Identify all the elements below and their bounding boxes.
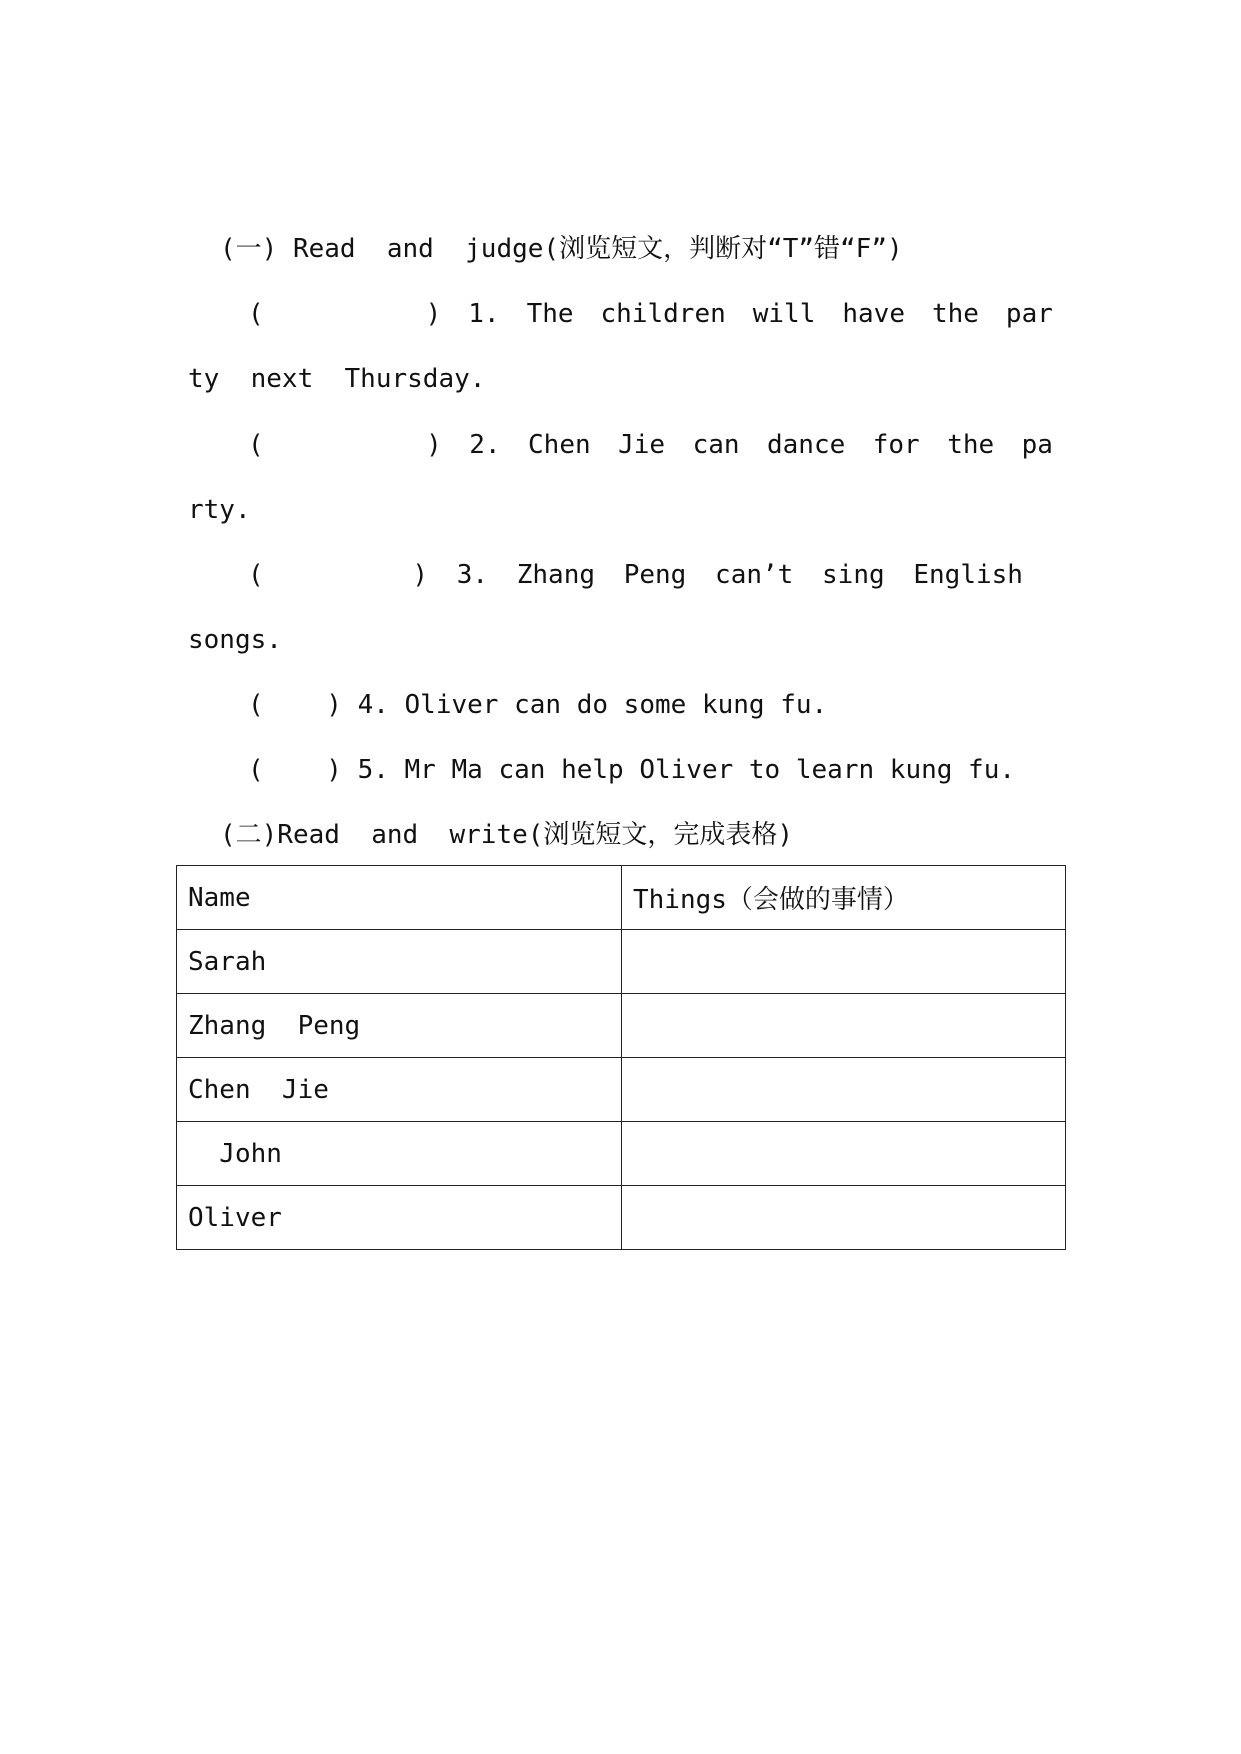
table-cell-things[interactable] — [622, 930, 1066, 994]
answer-blank-close-paren: ) — [425, 299, 442, 329]
word: can — [692, 430, 740, 460]
judge-item-4: ( ) 4. Oliver can do some kung fu. — [248, 690, 828, 720]
table-cell-name: John — [177, 1122, 622, 1186]
judge-item-3-line2: songs. — [188, 625, 282, 655]
answer-blank-open-paren: ( — [248, 560, 264, 590]
word: Peng — [623, 560, 687, 590]
item-number: 2. — [469, 430, 501, 460]
judge-item-5: ( ) 5. Mr Ma can help Oliver to learn kung fu. — [248, 755, 1016, 785]
answer-blank-open-paren: ( — [248, 299, 264, 329]
word: English — [913, 560, 1023, 590]
table-cell-name: Zhang Peng — [177, 994, 622, 1058]
table-row — [177, 1186, 1066, 1250]
word: will — [752, 299, 816, 329]
judge-item-3-line1 — [248, 558, 1023, 592]
word: children — [600, 299, 726, 329]
word: have — [842, 299, 905, 329]
word: Jie — [618, 430, 666, 460]
judge-item-1-line2: ty next Thursday. — [188, 364, 486, 394]
table-header-name: Name — [177, 866, 622, 930]
word: sing — [822, 560, 885, 590]
word: The — [526, 299, 574, 329]
table-cell-things[interactable] — [622, 1058, 1066, 1122]
section2-heading: (二)Read and write(浏览短文，完成表格) — [220, 820, 794, 850]
table-header-things: Things（会做的事情） — [622, 866, 1066, 930]
table-cell-things[interactable] — [622, 1122, 1066, 1186]
word: Chen — [528, 430, 591, 460]
table-cell-name: Chen Jie — [177, 1058, 622, 1122]
table-cell-things[interactable] — [622, 1186, 1066, 1250]
word: dance — [767, 430, 846, 460]
word: pa — [1021, 430, 1053, 460]
table-cell-name: Oliver — [177, 1186, 622, 1250]
word: can’t — [715, 560, 794, 590]
table-row — [177, 994, 1066, 1058]
word: par — [1005, 299, 1053, 329]
table-row — [177, 1122, 1066, 1186]
table-row — [177, 930, 1066, 994]
answer-blank-open-paren: ( — [248, 430, 264, 460]
item-number: 1. — [468, 299, 500, 329]
word: the — [931, 299, 979, 329]
table-header-row — [177, 866, 1066, 930]
word: for — [872, 430, 920, 460]
table-cell-name: Sarah — [177, 930, 622, 994]
answer-table — [176, 865, 1066, 1250]
table-cell-things[interactable] — [622, 994, 1066, 1058]
word: the — [947, 430, 995, 460]
answer-blank-close-paren: ) — [412, 560, 429, 590]
word: Zhang — [516, 560, 596, 590]
answer-blank-close-paren: ) — [426, 430, 442, 460]
judge-item-1-line1 — [248, 297, 1053, 331]
judge-item-2-line2: rty. — [188, 495, 251, 525]
table-row — [177, 1058, 1066, 1122]
item-number: 3. — [456, 560, 489, 590]
judge-item-2-line1 — [248, 428, 1053, 462]
section1-heading: (一) Read and judge(浏览短文，判断对“T”错“F”) — [220, 234, 903, 264]
